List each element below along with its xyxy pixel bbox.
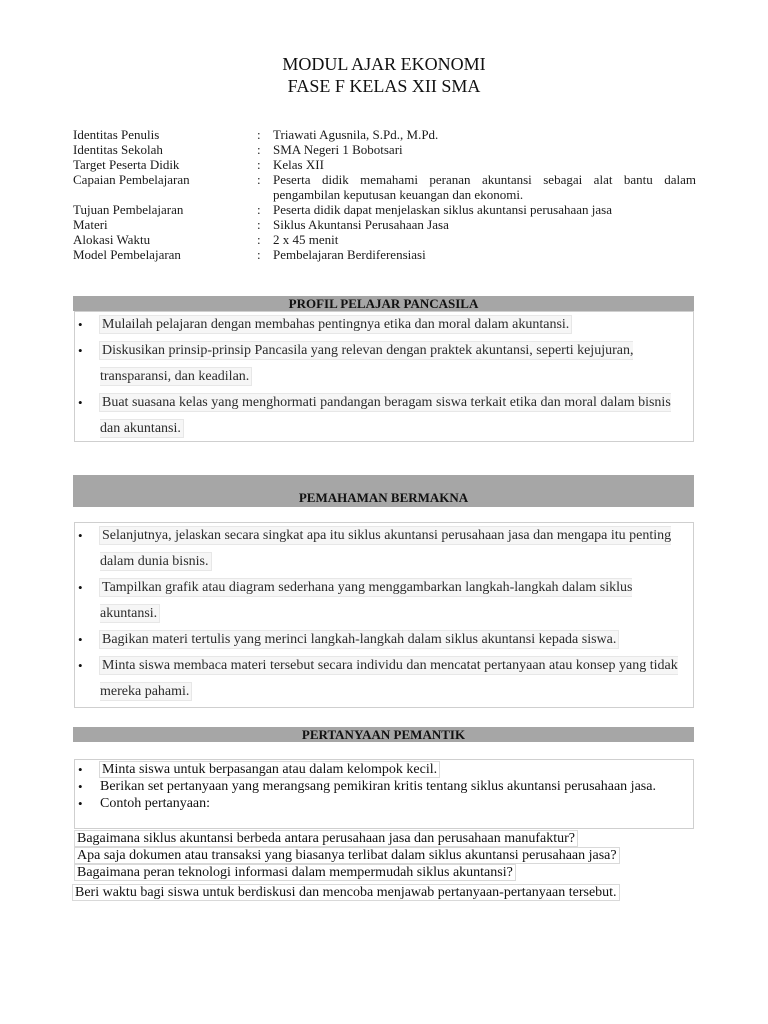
list-item — [75, 338, 693, 390]
section-box-pemahaman — [74, 522, 694, 708]
identity-colon: : — [257, 247, 261, 262]
identity-value: Peserta didik memahami peranan akuntansi sebagai alat bantu dalam pengambilan keputusan keuangan dan ekonomi. — [273, 172, 696, 202]
list-item-text: Berikan set pertanyaan yang merangsang pemikiran kritis tentang siklus akuntansi perusahaan jasa. — [100, 779, 656, 794]
bullet-list-pemantik — [75, 762, 693, 812]
identity-label: Alokasi Waktu — [73, 232, 151, 247]
identity-row-tujuan — [73, 202, 696, 217]
section-heading-pemantik: PERTANYAAN PEMANTIK — [73, 727, 694, 742]
identity-colon: : — [257, 202, 261, 217]
question-text: Bagaimana peran teknologi informasi dalam mempermudah siklus akuntansi? — [77, 865, 513, 880]
question-text: Bagaimana siklus akuntansi berbeda antara perusahaan jasa dan perusahaan manufaktur? — [77, 831, 575, 846]
section-box-profil — [74, 311, 694, 442]
section-box-pemantik — [74, 759, 694, 829]
identity-colon: : — [257, 127, 261, 142]
list-item — [75, 575, 693, 627]
identity-label: Materi — [73, 217, 108, 232]
question-item — [75, 847, 695, 864]
identity-label: Target Peserta Didik — [73, 157, 180, 172]
identity-label: Identitas Sekolah — [73, 142, 163, 157]
identity-value: Kelas XII — [273, 157, 324, 172]
list-item-text: Minta siswa untuk berpasangan atau dalam kelompok kecil. — [102, 762, 438, 777]
document-title: MODUL AJAR EKONOMI — [282, 54, 486, 74]
list-item-text: Selanjutnya, jelaskan secara singkat apa itu siklus akuntansi perusahaan jasa dan mengapa itu penting dalam dunia bisnis. — [100, 528, 672, 569]
identity-row-model — [73, 247, 696, 262]
list-item-text: Mulailah pelajaran dengan membahas pentingnya etika dan moral dalam akuntansi. — [102, 317, 570, 332]
identity-colon: : — [257, 142, 261, 157]
identity-colon: : — [257, 172, 261, 187]
question-item — [75, 830, 695, 847]
identity-colon: : — [257, 157, 261, 172]
list-item-text: Bagikan materi tertulis yang merinci langkah-langkah dalam siklus akuntansi kepada siswa. — [102, 632, 617, 647]
identity-value: Peserta didik dapat menjelaskan siklus akuntansi perusahaan jasa — [273, 202, 612, 217]
list-item — [75, 627, 693, 653]
identity-row-penulis — [73, 127, 696, 142]
identity-value: Siklus Akuntansi Perusahaan Jasa — [273, 217, 449, 232]
identity-colon: : — [257, 232, 261, 247]
identity-value: Triawati Agusnila, S.Pd., M.Pd. — [273, 127, 439, 142]
list-item — [75, 523, 693, 575]
example-questions — [75, 830, 695, 881]
identity-label: Identitas Penulis — [73, 127, 160, 142]
section-heading-profil: PROFIL PELAJAR PANCASILA — [73, 296, 694, 311]
closing-instruction — [73, 884, 713, 901]
identity-row-materi — [73, 217, 696, 232]
identity-colon: : — [257, 217, 261, 232]
list-item — [75, 312, 693, 338]
identity-label: Model Pembelajaran — [73, 247, 181, 262]
identity-row-sekolah — [73, 142, 696, 157]
section-heading-pemahaman: PEMAHAMAN BERMAKNA — [73, 475, 694, 507]
question-item — [75, 864, 695, 881]
list-item — [75, 390, 693, 442]
list-item — [75, 779, 693, 795]
identity-row-target — [73, 157, 696, 172]
identity-value: SMA Negeri 1 Bobotsari — [273, 142, 403, 157]
identity-value: Pembelajaran Berdiferensiasi — [273, 247, 426, 262]
list-item-text: Minta siswa membaca materi tersebut secara individu dan mencatat pertanyaan atau konsep yang tidak mereka pahami. — [100, 658, 678, 699]
list-item — [75, 762, 693, 778]
list-item — [75, 653, 693, 705]
identity-label: Tujuan Pembelajaran — [73, 202, 184, 217]
closing-text: Beri waktu bagi siswa untuk berdiskusi dan mencoba menjawab pertanyaan-pertanyaan tersebut. — [75, 885, 617, 900]
question-text: Apa saja dokumen atau transaksi yang biasanya terlibat dalam siklus akuntansi perusahaan jasa? — [77, 848, 617, 863]
document-subtitle: FASE F KELAS XII SMA — [287, 76, 481, 96]
list-item-text: Diskusikan prinsip-prinsip Pancasila yang relevan dengan praktek akuntansi, seperti kejujuran, transparansi, dan keadilan. — [100, 343, 634, 384]
identity-table — [73, 127, 696, 262]
identity-label: Capaian Pembelajaran — [73, 172, 190, 187]
identity-row-capaian — [73, 172, 696, 202]
identity-value: 2 x 45 menit — [273, 232, 339, 247]
list-item-text: Tampilkan grafik atau diagram sederhana yang menggambarkan langkah-langkah dalam siklus akuntansi. — [100, 580, 633, 621]
list-item — [75, 796, 693, 812]
list-item-text: Contoh pertanyaan: — [100, 796, 211, 811]
identity-row-alokasi — [73, 232, 696, 247]
list-item-text: Buat suasana kelas yang menghormati pandangan beragam siswa terkait etika dan moral dalam bisnis dan akuntansi. — [100, 395, 671, 436]
bullet-list-profil — [75, 312, 693, 442]
bullet-list-pemahaman — [75, 523, 693, 705]
